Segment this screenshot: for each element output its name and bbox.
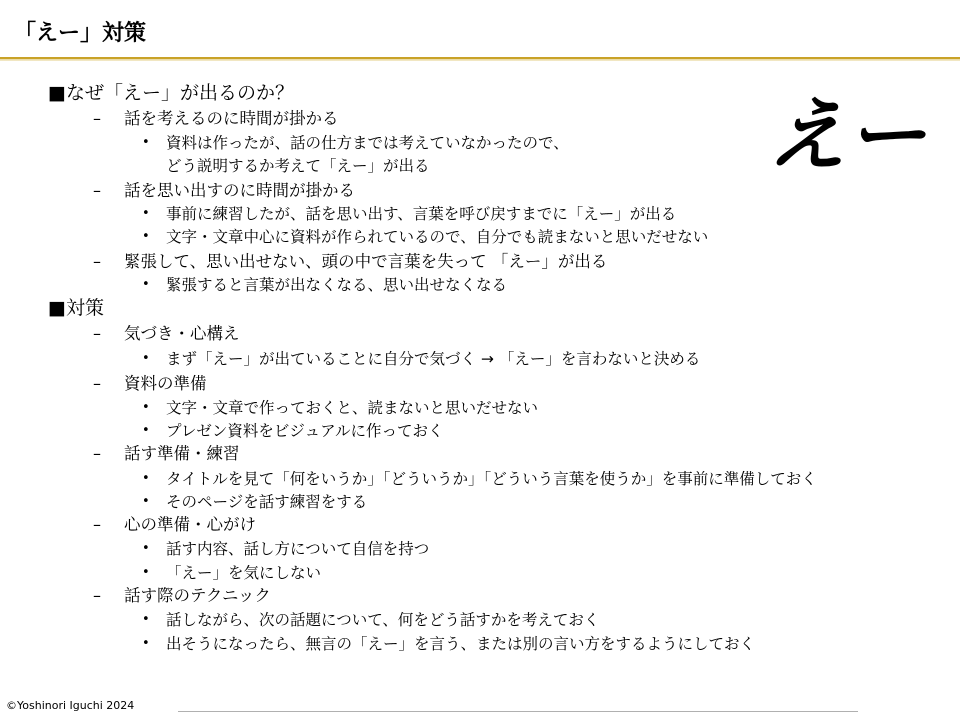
bullet-text: どう説明するか考えて「えー」が出る (166, 157, 430, 175)
dash-marker: – (93, 374, 101, 393)
bullet-text: タイトルを見て「何をいうか」「どういうか」「どういう言葉を使うか」を事前に準備しておく (166, 470, 817, 488)
bullet-text: 「えー」を気にしない (166, 564, 322, 582)
outline-item: 気づき・心構え (124, 324, 240, 343)
decoration-word: えー (764, 89, 928, 182)
bullet-dot: • (142, 229, 150, 244)
outline-item: 緊張して、思い出せない、頭の中で言葉を失って 「えー」が出る (124, 252, 608, 271)
bullet-text: 事前に練習したが、話を思い出す、言葉を呼び戻すまでに「えー」が出る (166, 205, 677, 223)
bullet-dot: • (142, 206, 150, 221)
bullet-text: 文字・文章中心に資料が作られているので、自分でも読まないと思いだせない (166, 228, 709, 246)
bullet-text: まず「えー」が出ていることに自分で気づく → 「えー」を言わないと決める (166, 350, 701, 368)
section-heading: ■対策 (48, 297, 104, 319)
bullet-dot: • (142, 423, 150, 438)
bullet-text: 話す内容、話し方について自信を持つ (166, 540, 430, 558)
bullet-text: 出そうになったら、無言の「えー」を言う、または別の言い方をするようにしておく (166, 635, 756, 653)
bullet-dot: • (142, 565, 150, 580)
outline-item: 話す準備・練習 (124, 444, 240, 463)
copyright-footer: ©Yoshinori Iguchi 2024 (6, 699, 135, 712)
slide-title: 「えー」対策 (14, 21, 147, 46)
bullet-dot: • (142, 277, 150, 292)
bullet-text: 緊張すると言葉が出なくなる、思い出せなくなる (166, 276, 508, 294)
dash-marker: – (93, 444, 101, 463)
bullet-dot: • (142, 471, 150, 486)
bullet-dot: • (142, 400, 150, 415)
dash-marker: – (93, 586, 101, 605)
dash-marker: – (93, 181, 101, 200)
bullet-dot: • (142, 135, 150, 150)
outline-item: 資料の準備 (124, 374, 207, 393)
bullet-text: そのページを話す練習をする (166, 493, 368, 511)
bullet-dot: • (142, 494, 150, 509)
outline-item: 話を思い出すのに時間が掛かる (124, 181, 355, 200)
section-heading: ■なぜ「えー」が出るのか？ (48, 82, 294, 104)
bullet-text: 話しながら、次の話題について、何をどう話すかを考えておく (166, 611, 600, 629)
bullet-text: 文字・文章で作っておくと、読まないと思いだせない (166, 399, 539, 417)
bullet-dot: • (142, 636, 150, 651)
dash-marker: – (93, 324, 101, 343)
bullet-dot: • (142, 541, 150, 556)
dash-marker: – (93, 515, 101, 534)
dash-marker: – (93, 252, 101, 271)
bullet-dot: • (142, 612, 150, 627)
bullet-text: プレゼン資料をビジュアルに作っておく (166, 422, 444, 440)
outline-item: 心の準備・心がけ (124, 515, 256, 534)
footer-divider (178, 711, 858, 712)
outline-item: 話を考えるのに時間が掛かる (124, 109, 339, 128)
bullet-dot: • (142, 351, 150, 366)
bullet-text: 資料は作ったが、話の仕方までは考えていなかったので、 (166, 134, 569, 152)
dash-marker: – (93, 109, 101, 128)
outline-item: 話す際のテクニック (124, 586, 271, 605)
